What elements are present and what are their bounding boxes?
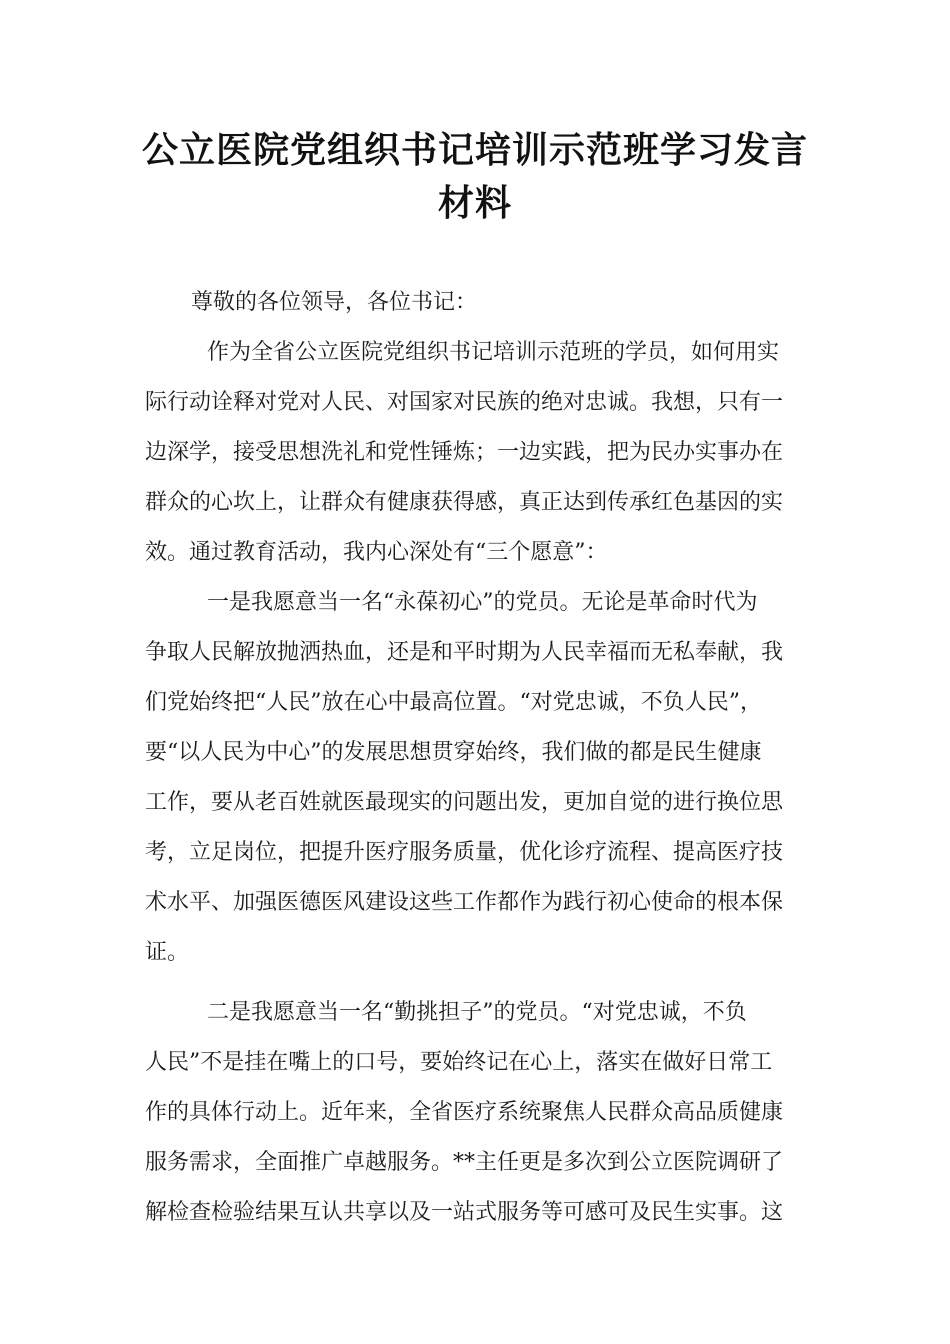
paragraph-line: 考，立足岗位，把提升医疗服务质量，优化诊疗流程、提高医疗技 bbox=[145, 840, 784, 865]
paragraph-line: 服务需求，全面推广卓越服务。**主任更是多次到公立医院调研了 bbox=[145, 1150, 784, 1175]
paragraph-line: 边深学，接受思想洗礼和党性锤炼；一边实践，把为民办实事办在 bbox=[145, 440, 784, 465]
paragraph-line: 际行动诠释对党对人民、对国家对民族的绝对忠诚。我想，只有一 bbox=[145, 390, 784, 415]
paragraph-line: 证。 bbox=[145, 940, 190, 965]
document-title bbox=[120, 124, 830, 230]
paragraph-line: 群众的心坎上，让群众有健康获得感，真正达到传承红色基因的实 bbox=[145, 490, 784, 515]
paragraph-line: 人民”不是挂在嘴上的口号，要始终记在心上，落实在做好日常工 bbox=[145, 1050, 773, 1075]
paragraph-line: 解检查检验结果互认共享以及一站式服务等可感可及民生实事。这 bbox=[145, 1200, 784, 1225]
title-line-1: 公立医院党组织书记培训示范班学习发言 bbox=[141, 130, 808, 171]
salutation: 尊敬的各位领导，各位书记： bbox=[191, 290, 478, 315]
paragraph-line: 作为全省公立医院党组织书记培训示范班的学员，如何用实 bbox=[207, 340, 780, 365]
paragraph-line: 效。通过教育活动，我内心深处有“三个愿意”： bbox=[145, 540, 608, 565]
paragraph-line: 工作，要从老百姓就医最现实的问题出发，更加自觉的进行换位思 bbox=[145, 790, 784, 815]
paragraph-line: 们党始终把“人民”放在心中最高位置。“对党忠诚，不负人民”， bbox=[145, 690, 762, 715]
paragraph-2 bbox=[145, 578, 825, 978]
paragraph-line: 二是我愿意当一名“勤挑担子”的党员。“对党忠诚，不负 bbox=[207, 1000, 747, 1025]
paragraph-line: 要“以人民为中心”的发展思想贯穿始终，我们做的都是民生健康 bbox=[145, 740, 762, 765]
title-line-2: 材料 bbox=[437, 183, 512, 224]
paragraph-1 bbox=[145, 328, 825, 578]
paragraph-line: 术水平、加强医德医风建设这些工作都作为践行初心使命的根本保 bbox=[145, 890, 784, 915]
document-body bbox=[145, 278, 825, 1238]
paragraph-spacer bbox=[145, 978, 825, 988]
paragraph-line: 一是我愿意当一名“永葆初心”的党员。无论是革命时代为 bbox=[207, 590, 758, 615]
paragraph-line: 作的具体行动上。近年来，全省医疗系统聚焦人民群众高品质健康 bbox=[145, 1100, 784, 1125]
paragraph-3 bbox=[145, 988, 825, 1238]
paragraph-line: 争取人民解放抛洒热血，还是和平时期为人民幸福而无私奉献，我 bbox=[145, 640, 784, 665]
